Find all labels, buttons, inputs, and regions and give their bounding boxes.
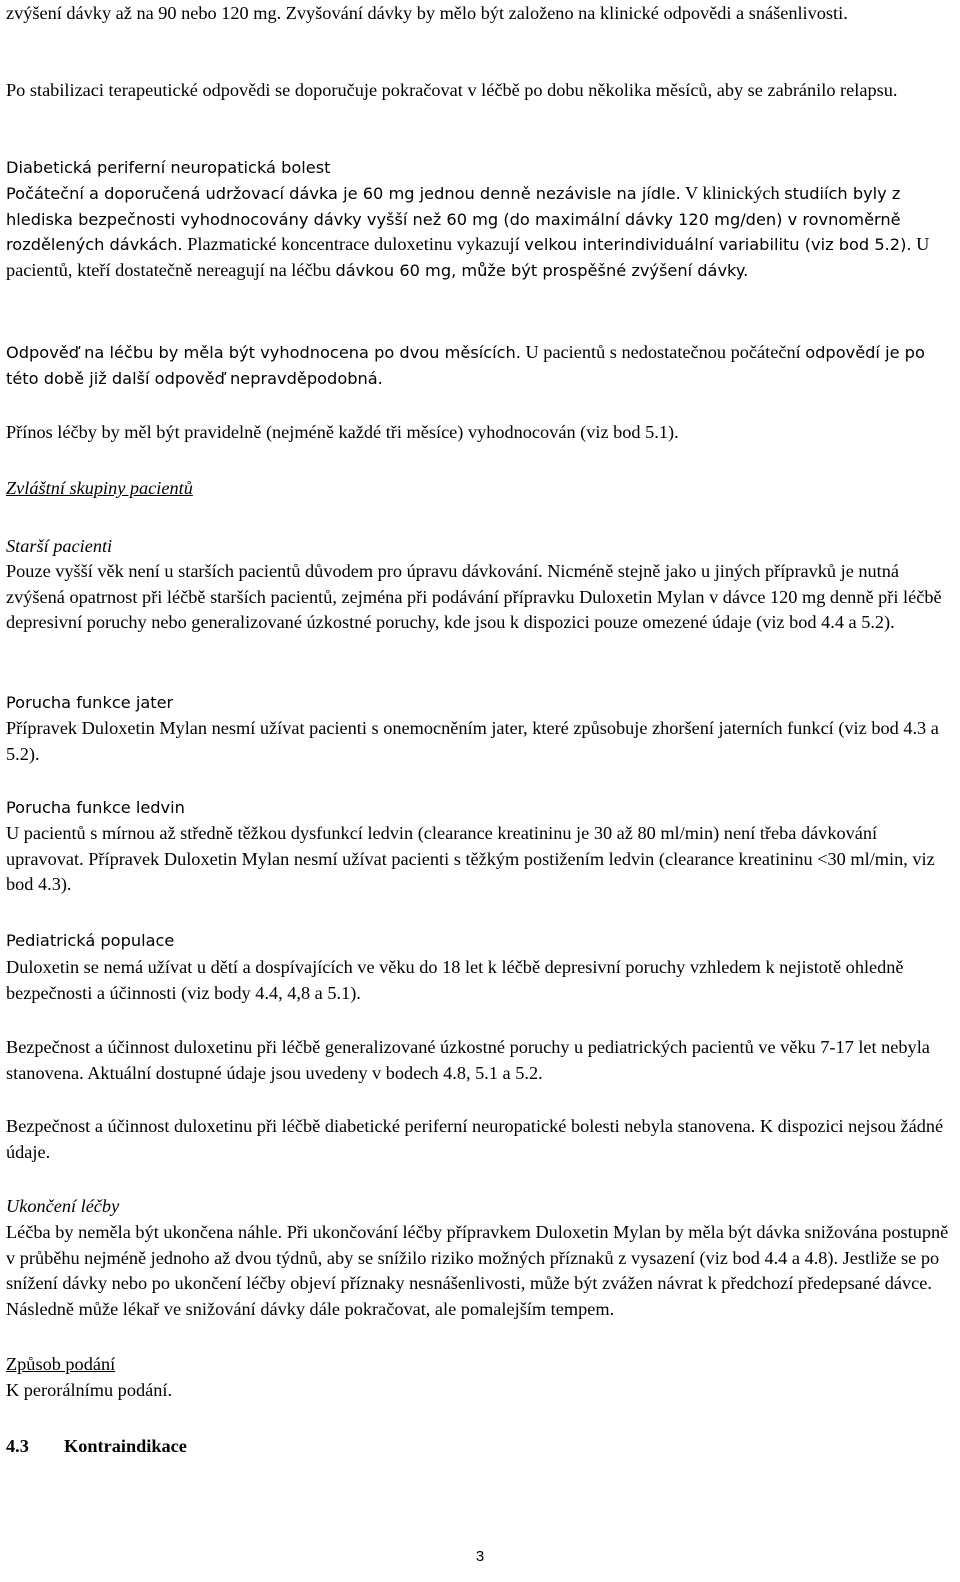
section-heading [6, 1434, 954, 1460]
dpnp-paragraph-benefit: Přínos léčby by měl být pravidelně (nejméně každé tři měsíce) vyhodnocován (viz bod 5.1). [6, 422, 679, 442]
dpnp-dosing-text-6: U pacientů, kteří dostatečně nereagují na léčbu [6, 234, 930, 280]
pediatric-paragraph-2: Bezpečnost a účinnost duloxetinu při léčbě generalizované úzkostné poruchy u pediatrických pacientů ve věku 7-17 let nebyla stanovena. Aktuální dostupné údaje jsou uvedeny v bodech 4.8, 5.1 a 5.2. [6, 1037, 930, 1083]
administration-paragraph: K perorálnímu podání. [6, 1380, 173, 1400]
dpnp-dosing-text-2: V klinických [685, 183, 780, 203]
administration-heading: Způsob podání [6, 1354, 116, 1374]
dpnp-dosing-text-4: Plazmatické koncentrace duloxetinu vykazují [187, 234, 520, 254]
elderly-paragraph: Pouze vyšší věk není u starších pacientů důvodem pro úpravu dávkování. Nicméně stejně jako u jiných přípravků je nutná zvýšená opatrnost při léčbě starších pacientů, zejména při podávání přípravku Duloxetin Mylan v dávce 120 mg denně při léčbě depresivní poruchy nebo generalizované úzkostné poruchy, kde jsou k dispozici pouze omezené údaje (viz bod 4.4 a 5.2). [6, 561, 942, 632]
dpnp-dosing-text-5: velkou interindividuální variabilitu (viz bod 5.2). [524, 235, 912, 254]
pediatric-heading: Pediatrická populace [6, 931, 175, 950]
hepatic-paragraph: Přípravek Duloxetin Mylan nesmí užívat pacienti s onemocněním jater, které způsobuje zhoršení jaterních funkcí (viz bod 4.3 a 5.2). [6, 718, 939, 764]
special-groups-heading: Zvláštní skupiny pacientů [6, 478, 193, 498]
dpnp-paragraph-dosing [6, 181, 954, 283]
dpnp-dosing-text-3: studiích byly z hlediska bezpečnosti vyhodnocovány dávky vyšší než 60 mg (do maximální dávky 120 mg/den) v rovnoměrně rozdělených dávkách. [6, 184, 901, 254]
elderly-heading: Starší pacienti [6, 536, 113, 556]
dpnp-response-text-3: odpovědí je po této době již další odpověď nepravděpodobná. [6, 343, 925, 388]
discontinuation-paragraph: Léčba by neměla být ukončena náhle. Při ukončování léčby přípravkem Duloxetin Mylan by měla být dávka snižována postupně v průběhu nejméně jednoho až dvou týdnů, aby se snížilo riziko možných příznaků z vysazení (viz bod 4.4 a 4.8). Jestliže se po snížení dávky nebo po ukončení léčby objeví příznaky nesnášenlivosti, může být zvážen návrat k předchozí předepsané dávce. Následně může lékař ve snižování dávky dále pokračovat, ale pomalejším tempem. [6, 1222, 949, 1319]
pediatric-paragraph-3: Bezpečnost a účinnost duloxetinu při léčbě diabetické periferní neuropatické bolesti nebyla stanovena. K dispozici nejsou žádné údaje. [6, 1116, 944, 1162]
pediatric-paragraph-1: Duloxetin se nemá užívat u dětí a dospívajících ve věku do 18 let k léčbě depresivní poruchy vzhledem k nejistotě ohledně bezpečnosti a účinnosti (viz body 4.4, 4,8 a 5.1). [6, 957, 904, 1003]
hepatic-heading: Porucha funkce jater [6, 693, 174, 712]
dpnp-dosing-text-1: Počáteční a doporučená udržovací dávka je 60 mg jednou denně nezávisle na jídle. [6, 184, 681, 203]
section-title: Kontraindikace [64, 1436, 187, 1456]
renal-heading: Porucha funkce ledvin [6, 798, 185, 817]
page-number: 3 [475, 1548, 485, 1565]
dpnp-dosing-text-7: dávkou 60 mg, může být prospěšné zvýšení dávky. [335, 260, 749, 280]
dpnp-response-text-2: U pacientů s nedostatečnou počáteční [525, 342, 801, 362]
renal-paragraph: U pacientů s mírnou až středně těžkou dysfunkcí ledvin (clearance kreatininu je 30 až 80 ml/min) není třeba dávkování upravovat. Přípravek Duloxetin Mylan nesmí užívat pacienti s těžkým postižením ledvin (clearance kreatininu <30 ml/min, viz bod 4.3). [6, 823, 935, 894]
discontinuation-heading: Ukončení léčby [6, 1196, 120, 1216]
dpnp-subheading: Diabetická periferní neuropatická bolest [6, 158, 331, 177]
dpnp-response-text-1: Odpověď na léčbu by měla být vyhodnocena po dvou měsících. [6, 343, 521, 362]
paragraph-dose-increase: zvýšení dávky až na 90 nebo 120 mg. Zvyšování dávky by mělo být založeno na klinické odpovědi a snášenlivosti. [6, 3, 848, 23]
dpnp-paragraph-response [6, 340, 954, 391]
section-number: 4.3 [6, 1436, 29, 1456]
paragraph-stabilization: Po stabilizaci terapeutické odpovědi se doporučuje pokračovat v léčbě po dobu několika měsíců, aby se zabránilo relapsu. [6, 80, 898, 100]
